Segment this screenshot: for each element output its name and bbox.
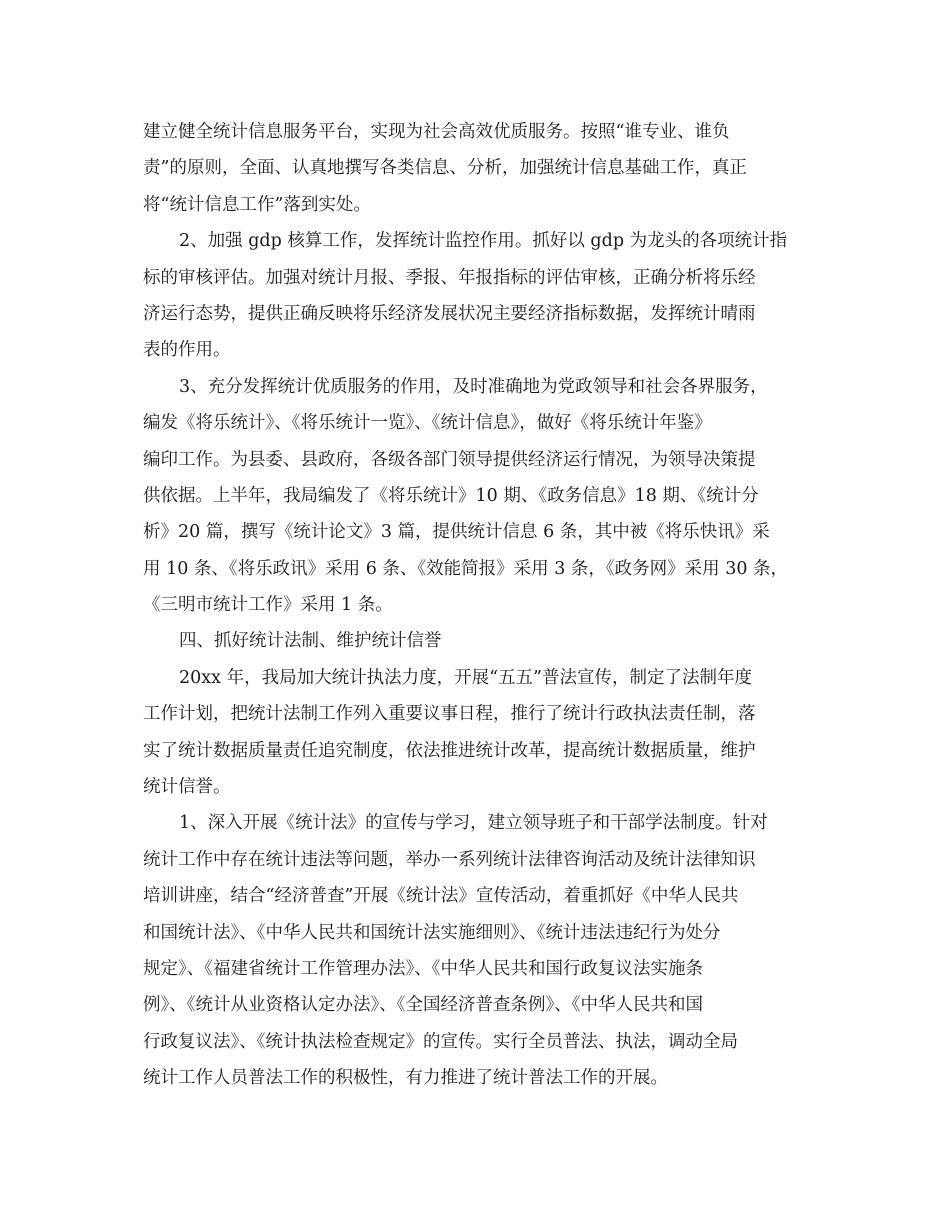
text-line: 济运行态势，提供正确反映将乐经济发展状况主要经济指标数据，发挥统计晴雨 [143, 303, 756, 324]
text-line: 例》、《统计从业资格认定办法》、《全国经济普查条例》、《中华人民共和国 [143, 995, 703, 1016]
text-line: 标的审核评估。加强对统计月报、季报、年报指标的评估审核，正确分析将乐经 [143, 267, 756, 288]
text-line: 统计工作人员普法工作的积极性，有力推进了统计普法工作的开展。 [143, 1068, 668, 1089]
text-line: 和国统计法》、《中华人民共和国统计法实施细则》、《统计违法违纪行为处分 [143, 922, 721, 943]
text-line: 用 10 条、《将乐政讯》采用 6 条、《效能简报》采用 3 条，《政务网》采用 30 条， [143, 558, 789, 579]
text-line: 编印工作。为县委、县政府，各级各部门领导提供经济运行情况，为领导决策提 [143, 449, 756, 470]
text-line: 工作计划，把统计法制工作列入重要议事日程，推行了统计行政执法责任制，落 [143, 704, 756, 725]
text-line: 20xx 年，我局加大统计执法力度，开展“五五”普法宣传，制定了法制年度 [179, 667, 752, 688]
text-line: 统计工作中存在统计违法等问题，举办一系列统计法律咨询活动及统计法律知识 [143, 849, 756, 870]
text-line: 析》20 篇，撰写《统计论文》3 篇，提供统计信息 6 条，其中被《将乐快讯》采 [143, 522, 770, 543]
text-line: 培训讲座，结合“经济普查”开展《统计法》宣传活动，着重抓好《中华人民共 [143, 886, 739, 907]
text-line: 建立健全统计信息服务平台，实现为社会高效优质服务。按照“谁专业、谁负 [143, 122, 730, 142]
text-line: 1、深入开展《统计法》的宣传与学习，建立领导班子和干部学法制度。针对 [179, 813, 768, 834]
text-line: 四、抓好统计法制、维护统计信誉 [179, 631, 442, 652]
text-line: 统计信誉。 [143, 777, 231, 798]
text-line: 编发《将乐统计》、《将乐统计一览》、《统计信息》，做好《将乐统计年鉴》 [143, 413, 712, 434]
document-body [143, 114, 833, 1097]
text-line: 行政复议法》、《统计执法检查规定》的宣传。实行全员普法、执法，调动全局 [143, 1031, 738, 1052]
text-line: 2、加强 gdp 核算工作，发挥统计监控作用。抓好以 gdp 为龙头的各项统计指 [179, 231, 788, 252]
text-line: 规定》、《福建省统计工作管理办法》、《中华人民共和国行政复议法实施条 [143, 958, 703, 979]
text-line: 供依据。上半年，我局编发了《将乐统计》10 期、《政务信息》18 期、《统计分 [143, 485, 759, 506]
text-line: 3、充分发挥统计优质服务的作用，及时准确地为党政领导和社会各界服务， [179, 376, 768, 397]
text-line: 《三明市统计工作》采用 1 条。 [143, 595, 393, 616]
text-line: 责”的原则，全面、认真地撰写各类信息、分析，加强统计信息基础工作，真正 [143, 158, 747, 179]
text-line: 表的作用。 [143, 340, 231, 361]
text-line: 将“统计信息工作”落到实处。 [143, 194, 371, 215]
text-line: 实了统计数据质量责任追究制度，依法推进统计改革，提高统计数据质量，维护 [143, 740, 756, 761]
